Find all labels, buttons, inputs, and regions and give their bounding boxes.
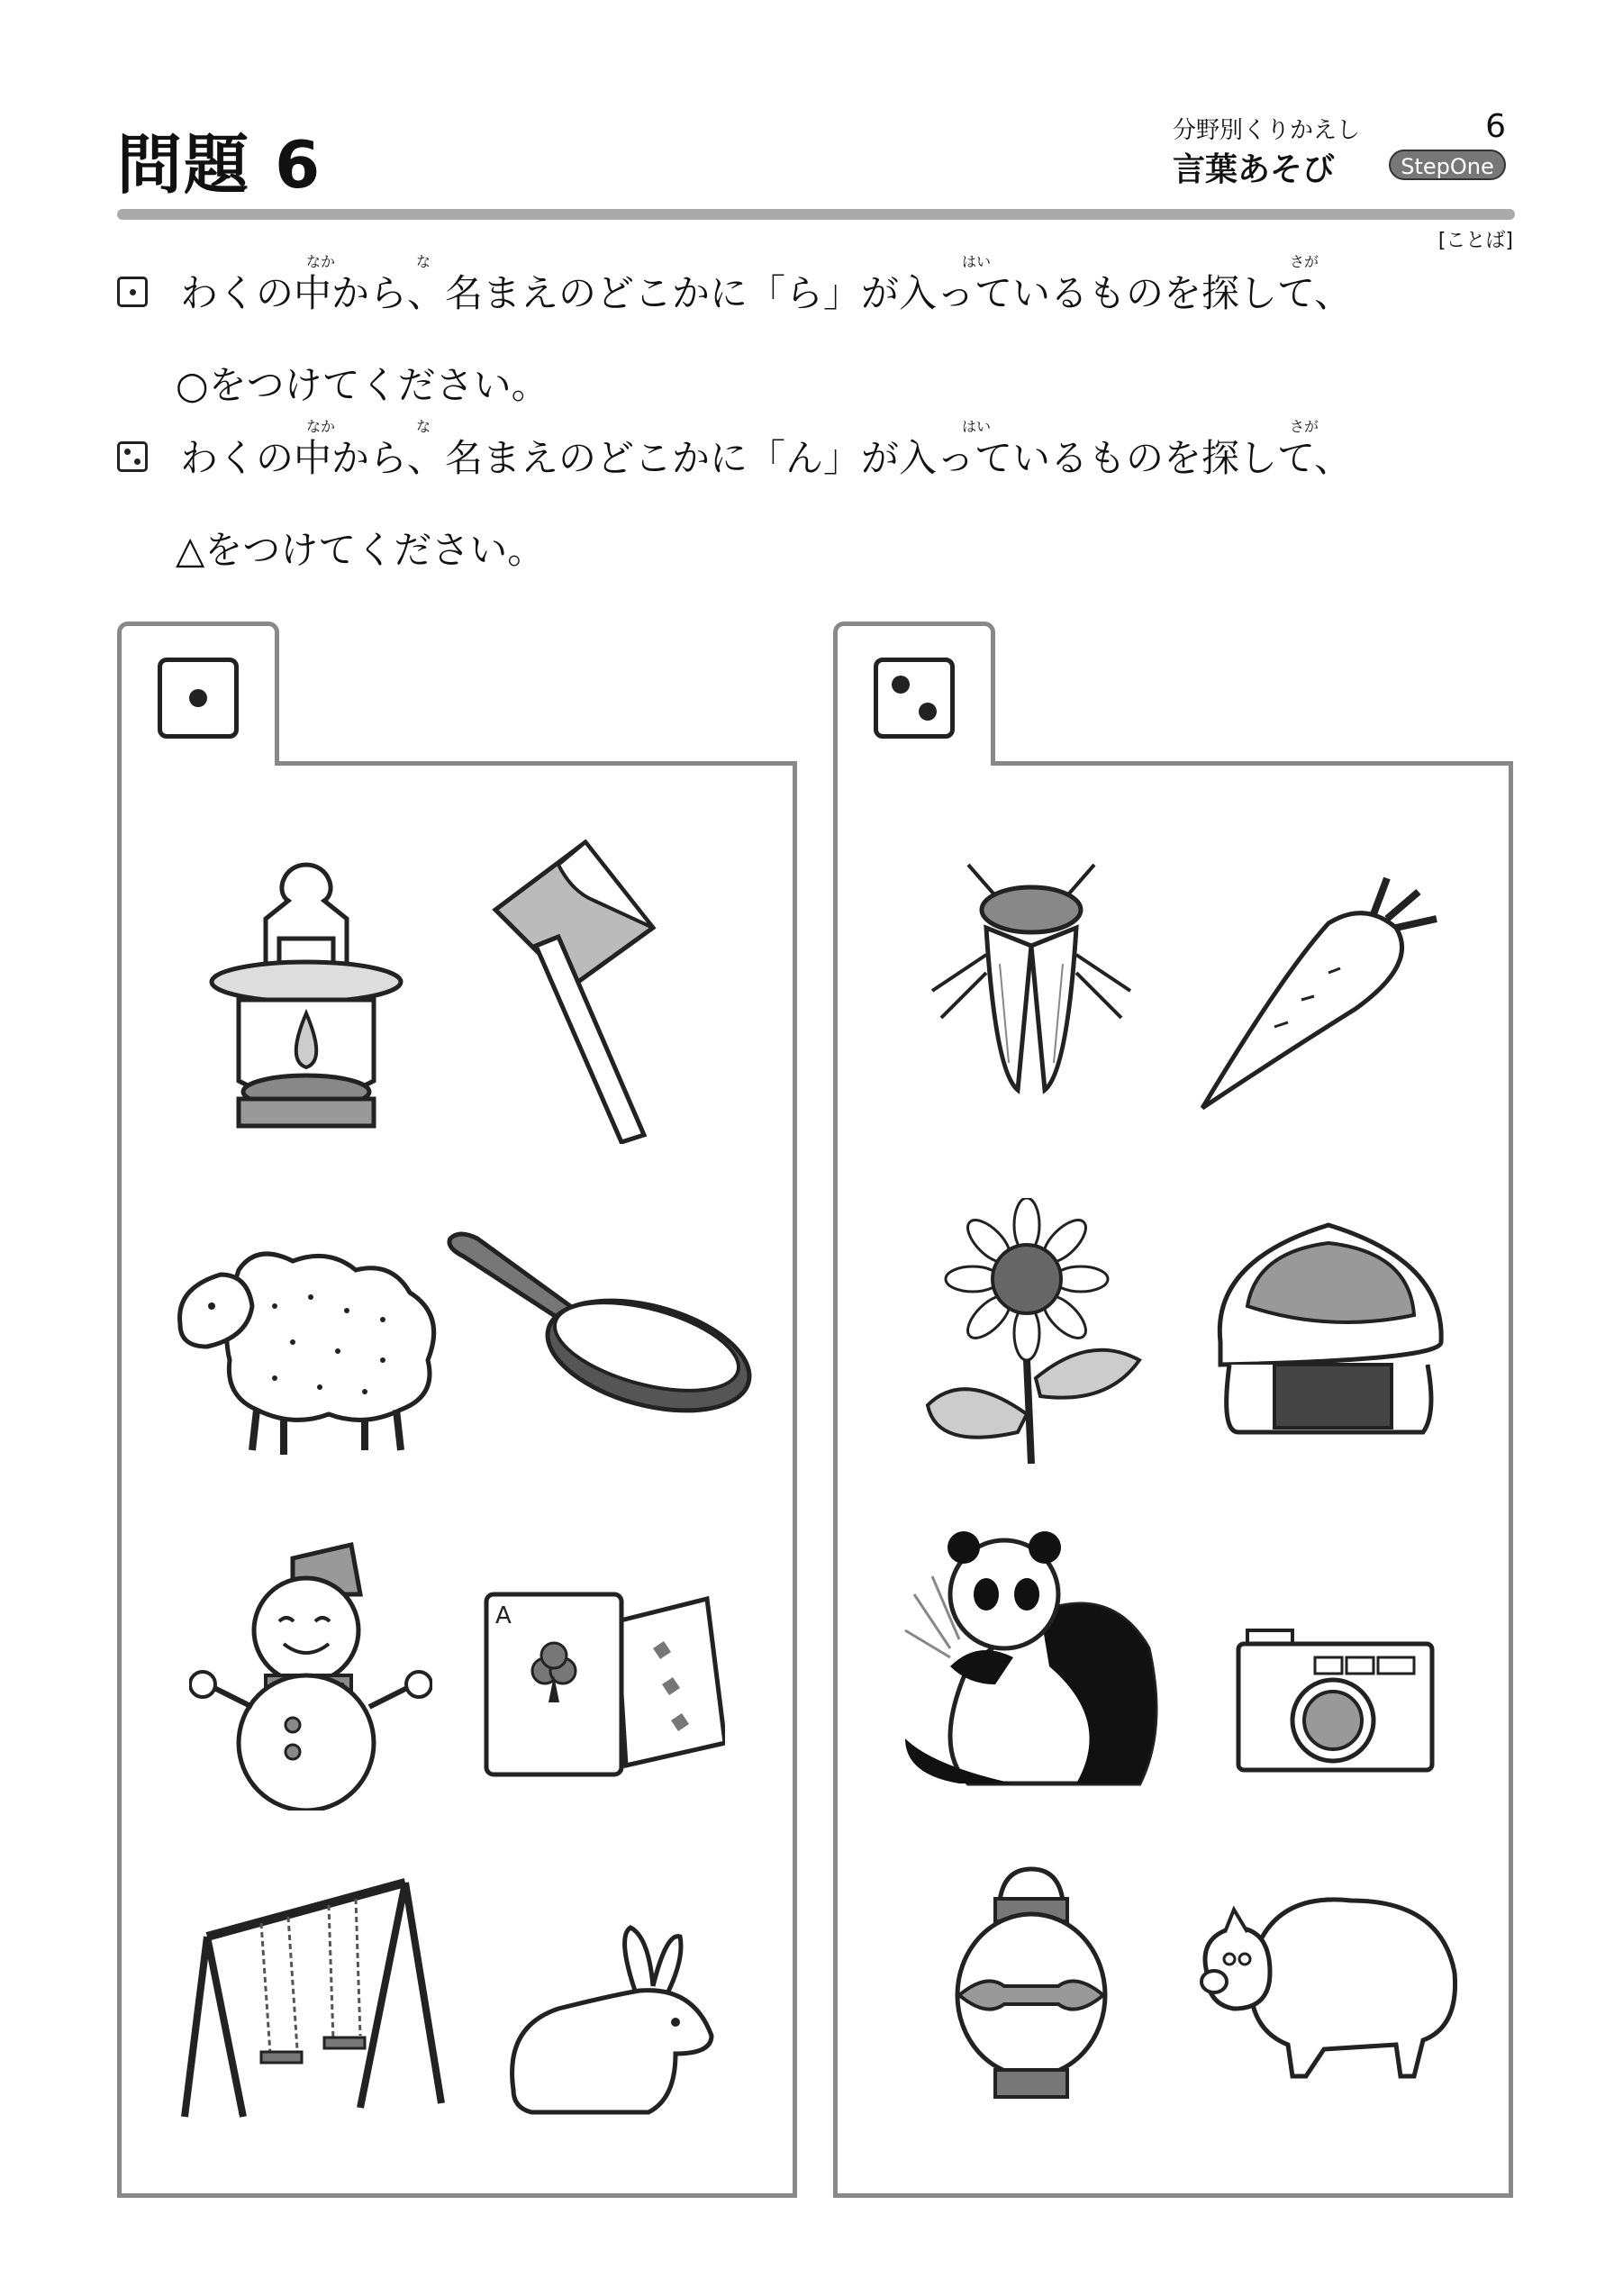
header-rule bbox=[117, 209, 1515, 220]
ruby-na: な bbox=[416, 418, 431, 435]
page-number: 6 bbox=[1485, 108, 1506, 145]
sheep-icon[interactable] bbox=[158, 1234, 464, 1468]
sunflower-icon[interactable] bbox=[910, 1198, 1162, 1468]
ruby-saga: さが bbox=[1290, 418, 1319, 435]
ruby-hai: はい bbox=[962, 418, 992, 435]
camera-icon[interactable] bbox=[1234, 1621, 1441, 1774]
onigiri-icon[interactable] bbox=[1202, 1216, 1455, 1441]
panel-tab bbox=[833, 622, 995, 766]
die-one-icon bbox=[158, 658, 239, 739]
instruction-2-line1: わくの中から、名まえのどこかに「ん」が入っているものを探して、 bbox=[180, 436, 1353, 480]
pig-icon[interactable] bbox=[1189, 1883, 1459, 2090]
swing-icon[interactable] bbox=[171, 1874, 459, 2135]
panel-tab bbox=[117, 622, 279, 766]
rabbit-icon[interactable] bbox=[495, 1919, 730, 2126]
category-tag: [ことば] bbox=[1437, 230, 1513, 252]
lantern-icon[interactable] bbox=[203, 856, 410, 1153]
daikon-icon[interactable] bbox=[1193, 874, 1446, 1117]
page-title: 問題 6 bbox=[117, 127, 322, 203]
die-one-icon bbox=[117, 277, 148, 307]
axe-icon[interactable] bbox=[486, 838, 685, 1144]
series-title: 言葉あそび bbox=[1173, 151, 1336, 188]
ruby-naka: なか bbox=[306, 418, 336, 435]
ruby-hai: はい bbox=[962, 253, 992, 270]
ruby-na: な bbox=[416, 253, 431, 270]
die-two-icon bbox=[117, 441, 148, 472]
panda-icon[interactable] bbox=[896, 1522, 1166, 1792]
svg-text:A: A bbox=[495, 1602, 512, 1629]
instruction-1-line1: わくの中から、名まえのどこかに「ら」が入っているものを探して、 bbox=[180, 271, 1353, 315]
ruby-naka: なか bbox=[306, 253, 336, 270]
die-two-icon bbox=[874, 658, 955, 739]
paper-lantern-icon[interactable] bbox=[950, 1865, 1112, 2108]
series-subtitle: 分野別くりかえし bbox=[1173, 117, 1361, 144]
instruction-2-line2: △をつけてください。 bbox=[176, 528, 546, 572]
stepone-badge: StepOne bbox=[1389, 150, 1506, 180]
snowman-icon[interactable] bbox=[189, 1540, 432, 1810]
frying-pan-icon[interactable] bbox=[441, 1225, 757, 1432]
series-header bbox=[1164, 108, 1506, 189]
instruction-1-line2: ○をつけてください。 bbox=[176, 363, 549, 407]
cicada-icon[interactable] bbox=[914, 856, 1148, 1108]
ruby-saga: さが bbox=[1290, 253, 1319, 270]
playing-cards-icon[interactable] bbox=[482, 1585, 725, 1783]
